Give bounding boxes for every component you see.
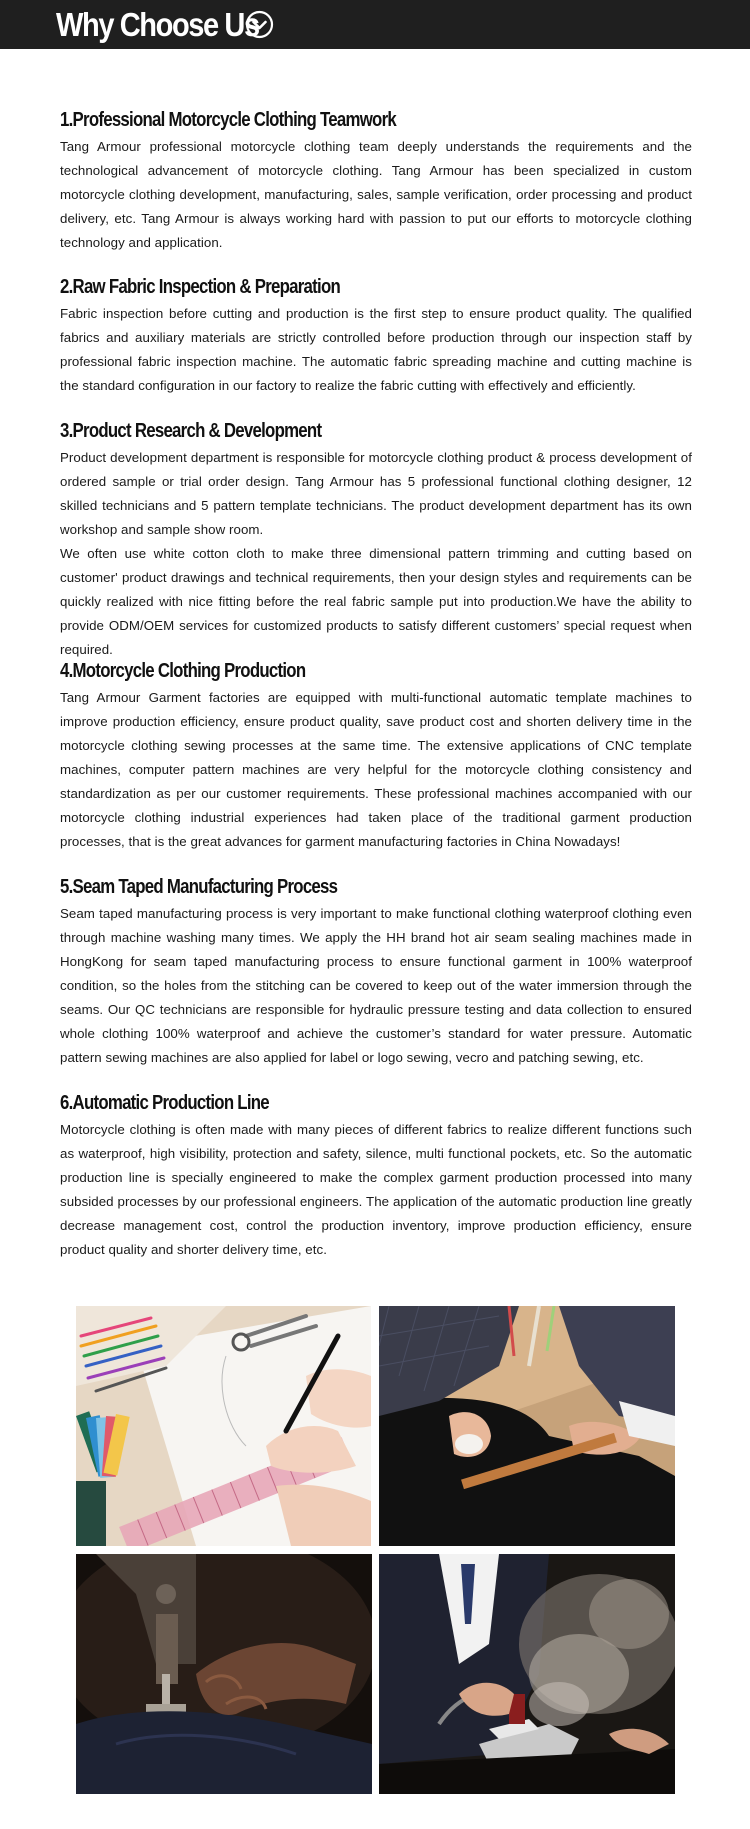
section-professional-teamwork [60, 108, 692, 255]
section-paragraph: We often use white cotton cloth to make three dimensional pattern trimming and cutting based on customer' product drawings and technical requirements, then your design styles and requirements can be quickly realized with nice fitting before the real fabric sample put into production.We have the ability to provide ODM/OEM services for customized products to satisfy different customers’ special request when required. [60, 546, 692, 657]
section-title: 2.Raw Fabric Inspection & Preparation [60, 275, 341, 298]
photo-steam-ironing [379, 1554, 675, 1794]
section-title: 6.Automatic Production Line [60, 1091, 269, 1114]
section-seam-taped-process [60, 875, 692, 1070]
section-title: 5.Seam Taped Manufacturing Process [60, 875, 338, 898]
section-paragraph: Seam taped manufacturing process is very important to make functional clothing waterproof clothing even through machine washing many times. We apply the HH brand hot air seam sealing machines made in HongKong for seam taped manufacturing process to ensure functional garment in 100% waterproof condition, so the holes from the stitching can be covered to keep out of the water immersion through the seams. Our QC technicians are responsible for hydraulic pressure testing and data collection to ensured whole clothing 100% waterproof and achieve the customer’s standard for water pressure. Automatic pattern sewing machines are also applied for label or logo sewing, vecro and patching sewing, etc. [60, 906, 692, 1065]
page-title: Why Choose Us [56, 6, 259, 43]
header-bar [0, 0, 750, 49]
photo-fabric-marking [379, 1306, 675, 1546]
section-paragraph: Motorcycle clothing is often made with many pieces of different fabrics to realize different functions such as waterproof, high visibility, protection and safety, silence, multi functional pockets, etc. So the automatic production line is specially engineered to make the complex garment production processed into many subsided processes by our professional engineers. The application of the automatic production line greatly decrease management cost, control the production inventory, improve production efficiency, ensure product quality and shorter delivery time, etc. [60, 1122, 692, 1257]
section-title: 3.Product Research & Development [60, 419, 322, 442]
section-paragraph: Product development department is responsible for motorcycle clothing product & process development of ordered sample or trial order design. Tang Armour has 5 professional functional clothing designer, 12 skilled technicians and 5 pattern template technicians. The product development department has its own workshop and sample show room. [60, 450, 692, 537]
chevron-down-circle-icon[interactable] [245, 10, 274, 39]
photo-pattern-drafting [76, 1306, 371, 1546]
section-paragraph: Fabric inspection before cutting and production is the first step to ensure product quality. The qualified fabrics and auxiliary materials are strictly controlled before production through our inspection staff by professional fabric inspection machine. The automatic fabric spreading machine and cutting machine is the standard configuration in our factory to realize the fabric cutting with effectively and efficiently. [60, 306, 692, 393]
section-fabric-inspection [60, 275, 692, 398]
photo-sewing-machine [76, 1554, 372, 1794]
section-title: 1.Professional Motorcycle Clothing Teamwork [60, 108, 396, 131]
section-title: 4.Motorcycle Clothing Production [60, 659, 306, 682]
section-clothing-production [60, 659, 692, 854]
section-research-development [60, 419, 692, 662]
section-paragraph: Tang Armour Garment factories are equipped with multi-functional automatic template machines to improve production efficiency, ensure product quality, save product cost and shorten delivery time in the motorcycle clothing sewing processes at the same time. The extensive applications of CNC template machines, computer pattern machines are very helpful for the motorcycle clothing consistency and standardization as per our customer requirements. These professional machines accompanied with our motorcycle clothing industrial experiences had taken place of the traditional garment production processes, that is the great advances for garment manufacturing factories in China Nowadays! [60, 690, 692, 849]
section-paragraph: Tang Armour professional motorcycle clothing team deeply understands the requirements and the technological advancement of motorcycle clothing. Tang Armour has been specialized in custom motorcycle clothing development, manufacturing, sales, sample verification, order processing and product delivery, etc. Tang Armour is always working hard with passion to put our efforts to motorcycle clothing technology and application. [60, 139, 692, 250]
section-automatic-production-line [60, 1091, 692, 1262]
